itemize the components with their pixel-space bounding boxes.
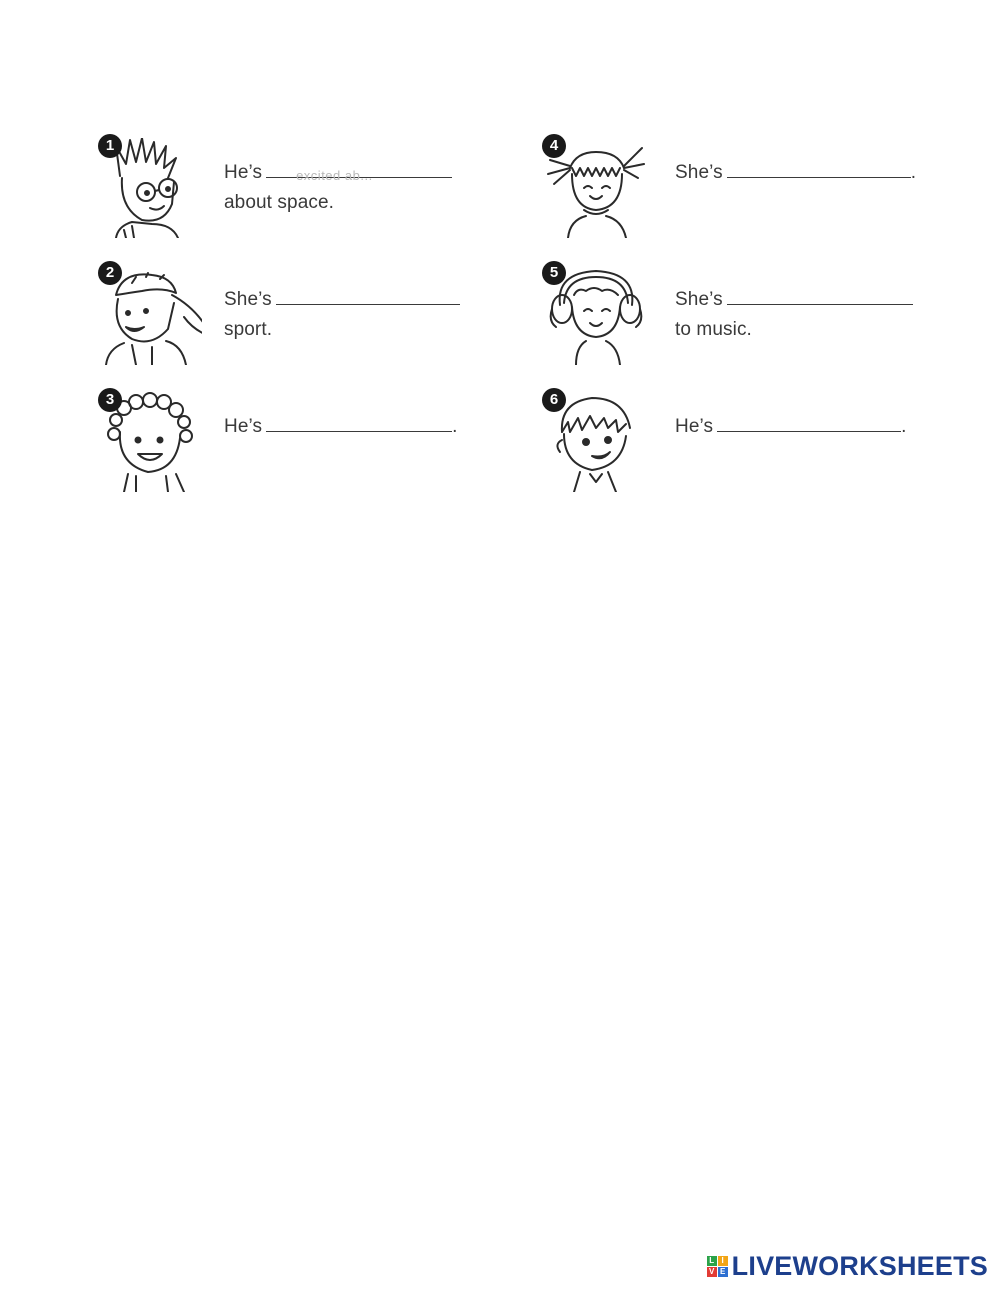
sentence-start: He’s: [224, 162, 263, 183]
sentence: [224, 158, 452, 218]
answer-blank[interactable]: [276, 290, 460, 305]
logo-block: E: [718, 1267, 728, 1277]
exercise-6: [542, 388, 942, 498]
sentence-start: She’s: [675, 289, 723, 310]
sentence: [675, 285, 913, 345]
exercise-2: [98, 261, 498, 371]
sentence-start: He’s: [224, 416, 263, 437]
logo-blocks-icon: [707, 1256, 728, 1277]
logo-block: I: [718, 1256, 728, 1266]
liveworksheets-logo[interactable]: [707, 1251, 988, 1282]
sentence-start: She’s: [675, 162, 723, 183]
answer-blank[interactable]: [266, 417, 452, 432]
sentence-start: He’s: [675, 416, 714, 437]
faded-answer-text: excited ab...: [296, 168, 373, 183]
sentence-continuation: about space.: [224, 192, 335, 213]
logo-block: V: [707, 1267, 717, 1277]
number-badge: 4: [542, 134, 566, 158]
number-badge: 5: [542, 261, 566, 285]
sentence: [224, 285, 460, 345]
answer-blank[interactable]: [727, 290, 913, 305]
exercise-3: [98, 388, 498, 498]
number-badge: 3: [98, 388, 122, 412]
sentence: [675, 158, 916, 188]
answer-blank[interactable]: [266, 163, 452, 183]
sentence: [224, 412, 457, 442]
exercise-1: [98, 134, 498, 244]
answer-blank[interactable]: [717, 417, 901, 432]
sentence-end: .: [910, 162, 917, 183]
exercise-5: [542, 261, 942, 371]
sentence-continuation: sport.: [224, 319, 273, 340]
sentence-continuation: to music.: [675, 319, 752, 340]
number-badge: 1: [98, 134, 122, 158]
answer-blank[interactable]: [727, 163, 911, 178]
sentence-end: .: [452, 416, 458, 437]
exercise-4: [542, 134, 942, 244]
sentence-end: .: [901, 416, 907, 437]
number-badge: 2: [98, 261, 122, 285]
logo-block: L: [707, 1256, 717, 1266]
sentence: [675, 412, 906, 442]
sentence-start: She’s: [224, 289, 272, 310]
number-badge: 6: [542, 388, 566, 412]
brand-name: LIVEWORKSHEETS: [731, 1251, 988, 1281]
